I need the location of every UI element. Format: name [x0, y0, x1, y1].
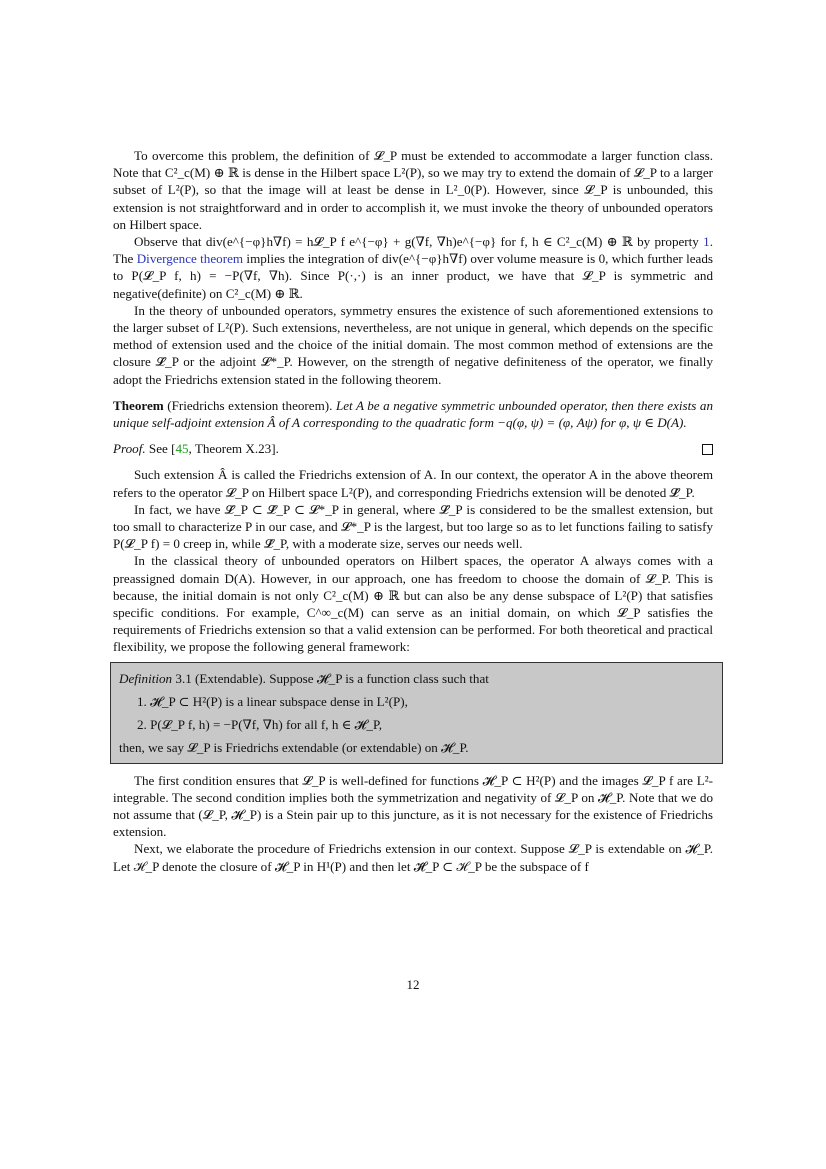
definition-label: Definition	[119, 670, 173, 686]
paragraph-conditions: The first condition ensures that 𝓛_P is well-defined for functions 𝓗_P ⊂ H²(P) and the images 𝓛_P f are L²-integrable. The second condition implies both the symmetrization and negativity of 𝓛_P on 𝓗_P. Note that we do not assume that (𝓛_P, 𝓗_P) is a Stein pair up to this juncture, as it is not necessary for the existence of Friedrichs extension.	[113, 772, 713, 840]
divergence-theorem-link[interactable]: Divergence theorem	[136, 251, 244, 267]
theorem-friedrichs	[113, 397, 713, 431]
paragraph-domain-freedom: In the classical theory of unbounded operators on Hilbert spaces, the operator A always comes with a preassigned domain D(A). However, in our approach, one has freedom to choose the domain of 𝓛_P. This is because, the initial domain is not only C²_c(M) ⊕ ℝ but can also be any dense subspace of L²(P) that satisfies specific conditions. For example, C^∞_c(M) can serve as an initial domain, on which 𝓛_P satisfies the requirements of Friedrichs extension so that a valid extension can be performed. For both theoretical and practical flexibility, we propose the following general framework:	[113, 553, 713, 655]
paragraph-symmetry	[113, 233, 713, 302]
page-number: 12	[406, 977, 420, 992]
p2-text-a: Observe that div(e^{−φ}h∇f) = h𝓛_P f e^{−φ} + g(∇f, ∇h)e^{−φ} for f, h ∈ C²_c(M) ⊕ ℝ by property	[134, 234, 704, 250]
proof	[113, 440, 713, 457]
p2-text-b: . The	[113, 234, 713, 267]
definition-conclusion: then, we say 𝓛_P is Friedrichs extendable (or extendable) on 𝓗_P.	[119, 740, 469, 756]
paragraph-friedrichs-extension: Such extension Â is called the Friedrichs extension of A. In our context, the operator A in the above theorem refers to the operator 𝓛_P on Hilbert space L²(P), and corresponding Friedrichs extension will be denoted 𝓛̂_P.	[113, 467, 713, 500]
definition-item-2: 2. P(𝓛_P f, h) = −P(∇f, ∇h) for all f, h ∈ 𝓗_P,	[137, 717, 383, 733]
proof-label: Proof.	[113, 441, 146, 457]
text-column	[113, 147, 713, 875]
theorem-label: Theorem	[113, 397, 164, 413]
proof-post: , Theorem X.23].	[188, 441, 279, 457]
property-ref-link[interactable]: 1	[703, 234, 710, 250]
qed-square-icon	[702, 444, 713, 455]
paragraph-procedure: Next, we elaborate the procedure of Friedrichs extension in our context. Suppose 𝓛_P is extendable on 𝓗_P. Let ℋ_P denote the closure of 𝓗_P in H¹(P) and then let 𝓗̂_P ⊂ ℋ_P be the subspace of f	[113, 841, 713, 874]
p2-text-c: implies the integration of div(e^{−φ}h∇f) over volume measure is 0, which further leads to P(𝓛_P f, h) = −P(∇f, ∇h). Since P(·,·) is an inner product, we have that 𝓛_P is symmetric and negative(definite) on C²_c(M) ⊕ ℝ.	[113, 251, 713, 301]
theorem-body: Let A be a negative symmetric unbounded operator, then there exists an unique self-adjoint extension Â of A corresponding to the quadratic form −q(φ, ψ) = (φ, Aψ) for φ, ψ ∈ D(A).	[113, 397, 713, 431]
paragraph-extension-motivation: To overcome this problem, the definition of 𝓛_P must be extended to accommodate a larger function class. Note that C²_c(M) ⊕ ℝ is dense in the Hilbert space L²(P), so we may try to extend the domain of 𝓛_P to a larger subset of L²(P), so that the image will at least be dense in L²_0(P). However, since 𝓛_P is unbounded, this extension is not straightforward and in order to accomplish it, we must invoke the theory of unbounded operators on Hilbert space.	[113, 148, 713, 232]
paragraph-extension-chain: In fact, we have 𝓛̄_P ⊂ 𝓛̂_P ⊂ 𝓛*_P in general, where 𝓛̄_P is considered to be the smallest extension, but too small to characterize P in our case, and 𝓛*_P is the largest, but too large so as to let functions failing to satisfy P(𝓛_P f) = 0 creep in, while 𝓛̂_P, with a moderate size, serves our needs well.	[113, 501, 713, 552]
citation-45-link[interactable]: 45	[175, 441, 189, 457]
definition-title: 3.1 (Extendable). Suppose 𝓗_P is a function class such that	[175, 670, 489, 686]
theorem-name: (Friedrichs extension theorem).	[167, 397, 333, 413]
definition-header	[119, 670, 714, 687]
definition-item-1: 1. 𝓗_P ⊂ H²(P) is a linear subspace dense in L²(P),	[137, 693, 408, 709]
definition-box	[110, 662, 723, 764]
proof-pre: See [	[148, 441, 176, 457]
paragraph-unbounded-operators: In the theory of unbounded operators, symmetry ensures the existence of such aforementioned extensions to the larger subset of L²(P). Such extensions, nevertheless, are not unique in general, which depends on the specific method of extension used and the choice of the initial domain. The most common method of extensions are the closure 𝓛̄_P or the adjoint 𝓛*_P. However, on the strength of negative definiteness of the operator, we finally adopt the Friedrichs extension stated in the following theorem.	[113, 302, 713, 387]
